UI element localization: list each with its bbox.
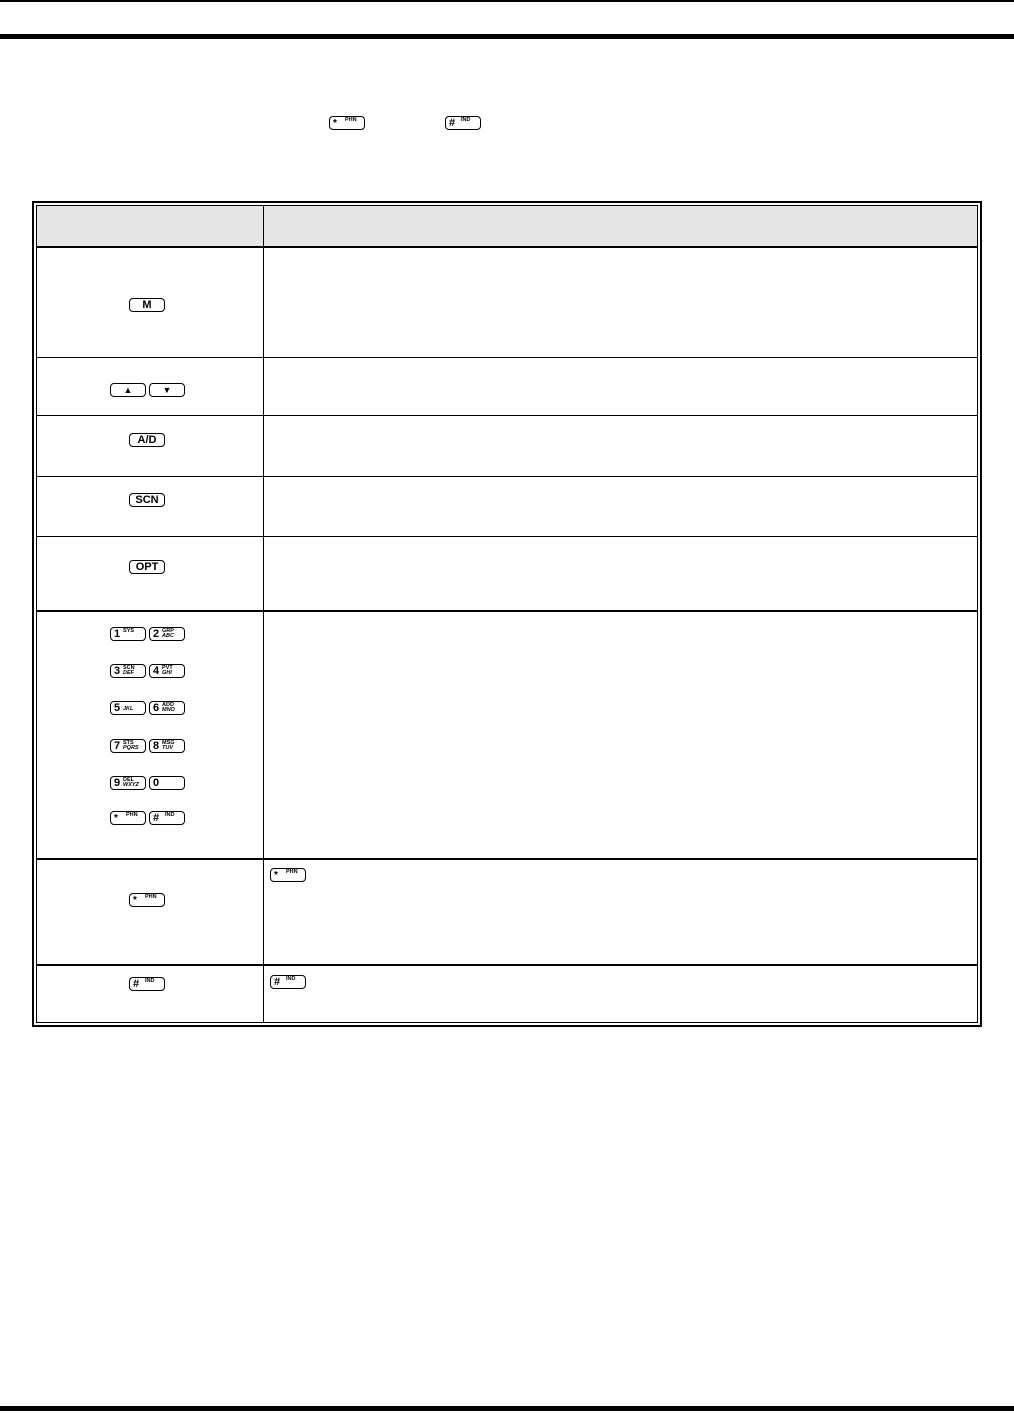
key-label: OPT bbox=[135, 561, 159, 573]
key-number: 9 bbox=[114, 777, 121, 789]
key-0-icon bbox=[149, 776, 185, 790]
key-label: M bbox=[142, 299, 152, 311]
row-divider bbox=[37, 964, 977, 966]
key-label: ▼ bbox=[162, 385, 172, 395]
key-sup: GRP bbox=[162, 628, 174, 634]
row-divider bbox=[37, 476, 977, 477]
key-symbol: * bbox=[333, 118, 337, 129]
key-sup: MSG bbox=[162, 740, 175, 746]
header-rule-thin bbox=[0, 0, 1014, 2]
row-divider bbox=[37, 858, 977, 860]
key-number: 8 bbox=[153, 740, 160, 752]
header-rule-thick bbox=[0, 34, 1014, 39]
row-divider bbox=[37, 536, 977, 537]
row-divider bbox=[37, 415, 977, 416]
row-divider bbox=[37, 246, 977, 248]
ind-key-icon bbox=[129, 977, 165, 991]
key-sub: DEF bbox=[123, 670, 134, 676]
key-4-icon bbox=[149, 664, 185, 678]
ind-key-inline-icon bbox=[270, 975, 306, 989]
key-symbol: * bbox=[133, 895, 137, 906]
phn-key-icon bbox=[329, 116, 365, 130]
ind-key-icon bbox=[445, 116, 481, 130]
key-sup: IND bbox=[165, 812, 175, 818]
key-number: 0 bbox=[153, 777, 160, 789]
key-number: 1 bbox=[114, 628, 121, 640]
key-sup: SCN bbox=[123, 665, 135, 671]
key-sub: PQRS bbox=[123, 745, 139, 751]
key-sup: PVT bbox=[162, 665, 173, 671]
key-symbol: * bbox=[114, 813, 118, 824]
table-header-row bbox=[37, 206, 977, 246]
key-sup: IND bbox=[145, 978, 155, 984]
footer-rule-thick bbox=[0, 1406, 1014, 1411]
down-arrow-key-icon bbox=[149, 383, 185, 397]
key-sup: IND bbox=[461, 117, 471, 123]
key-2-icon bbox=[149, 627, 185, 641]
key-symbol: * bbox=[274, 870, 278, 881]
key-5-icon bbox=[110, 701, 146, 715]
key-number: 2 bbox=[153, 628, 160, 640]
row-divider bbox=[37, 357, 977, 358]
key-number: 4 bbox=[153, 665, 160, 677]
key-sup: DEL bbox=[123, 777, 134, 783]
up-arrow-key-icon bbox=[110, 383, 146, 397]
key-number: 3 bbox=[114, 665, 121, 677]
phn-key-icon bbox=[110, 811, 146, 825]
ad-key-icon bbox=[129, 433, 165, 447]
key-sup: IND bbox=[286, 976, 296, 982]
key-sub: MNO bbox=[162, 707, 175, 713]
key-label: A/D bbox=[137, 434, 157, 446]
key-8-icon bbox=[149, 739, 185, 753]
key-sup: PHN bbox=[286, 869, 298, 875]
key-label: SCN bbox=[135, 494, 159, 506]
key-function-table bbox=[32, 201, 982, 1027]
column-separator bbox=[263, 206, 264, 1022]
key-7-icon bbox=[110, 739, 146, 753]
phn-key-icon bbox=[129, 893, 165, 907]
ind-key-icon bbox=[149, 811, 185, 825]
key-number: 6 bbox=[153, 702, 160, 714]
key-sup: PHN bbox=[126, 812, 138, 818]
table-frame bbox=[36, 205, 978, 1023]
key-sup: PHN bbox=[345, 117, 357, 123]
key-sub: WXYZ bbox=[123, 782, 139, 788]
key-sup: PHN bbox=[145, 894, 157, 900]
key-label: ▲ bbox=[123, 385, 133, 395]
key-sup: ADD bbox=[162, 702, 174, 708]
option-key-icon bbox=[129, 560, 165, 574]
phn-key-inline-icon bbox=[270, 868, 306, 882]
key-symbol: # bbox=[274, 976, 281, 988]
key-number: 5 bbox=[114, 702, 121, 714]
key-6-icon bbox=[149, 701, 185, 715]
key-symbol: # bbox=[153, 812, 160, 824]
key-3-icon bbox=[110, 664, 146, 678]
key-sup: STS bbox=[123, 740, 134, 746]
key-sub: ABC bbox=[162, 633, 174, 639]
key-1-icon bbox=[110, 627, 146, 641]
key-sub: TUV bbox=[162, 745, 173, 751]
key-sub: JKL bbox=[123, 706, 134, 712]
menu-key-icon bbox=[129, 298, 165, 312]
key-symbol: # bbox=[133, 978, 140, 990]
key-symbol: # bbox=[449, 117, 456, 129]
key-sup: SYS bbox=[123, 628, 135, 634]
key-9-icon bbox=[110, 776, 146, 790]
row-divider bbox=[37, 610, 977, 612]
key-sub: GHI bbox=[162, 670, 172, 676]
key-number: 7 bbox=[114, 740, 121, 752]
scan-key-icon bbox=[129, 493, 165, 507]
